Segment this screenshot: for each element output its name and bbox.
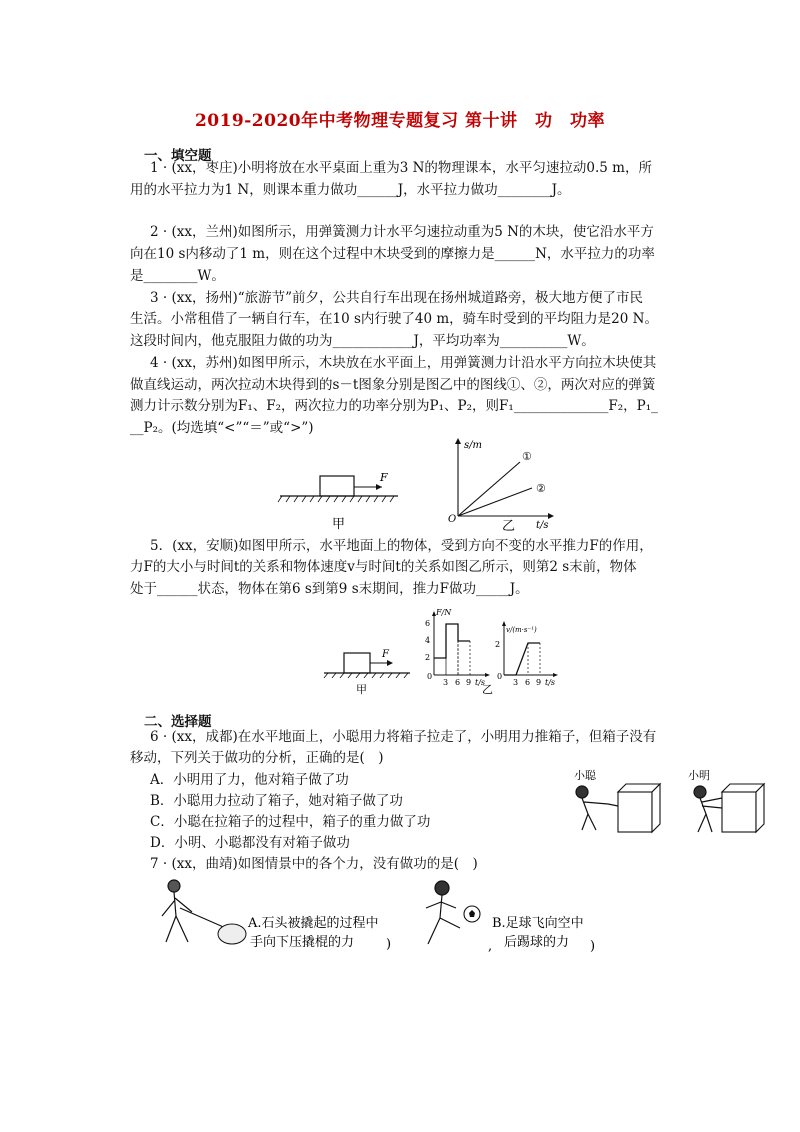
ground-hatching <box>324 673 408 678</box>
girl-pulling-figure <box>576 786 618 830</box>
f-axis-label: F/N <box>436 608 452 617</box>
q6-line-2: 移动，下列关于做功的分析，正确的是( ) <box>130 750 384 766</box>
caption-jia: 甲 <box>356 683 367 696</box>
q6-option-c: C．小聪在拉箱子的过程中，箱子的重力做了功 <box>150 814 431 830</box>
label-xiaoming: 小明 <box>688 769 710 782</box>
v-axis-label: v/(m·s⁻¹) <box>506 626 537 634</box>
v-tick-2: 2 <box>495 640 501 649</box>
ft-t-tick-3: 3 <box>443 678 449 687</box>
label-xiaocong: 小聪 <box>574 769 596 782</box>
f-t-series-line <box>434 624 470 658</box>
option-a-paren: ) <box>386 937 392 952</box>
block <box>344 653 370 673</box>
v-t-series-line <box>504 643 540 675</box>
q6-line-1: 6 · (xx，成都)在水平地面上，小聪用力将箱子拉走了，小明用力推箱子，但箱子没有 <box>150 729 657 745</box>
origin-label: O <box>448 514 457 525</box>
q3-line-2: 生活。小常租借了一辆自行车，在10 s内行驶了40 m，骑车时受到的平均阻力是20 N。 <box>130 311 658 327</box>
vt-t-tick-6: 6 <box>525 678 531 687</box>
line-2 <box>458 488 532 516</box>
s-axis-arrow <box>455 438 461 444</box>
q2-line-2: 向在10 s内移动了1 m，则在这个过程中木块受到的摩擦力是______N，水平拉力的功率 <box>130 246 655 262</box>
caption-jia: 甲 <box>332 517 346 532</box>
q5-line-1: 5．(xx，安顺)如图甲所示，水平地面上的物体，受到方向不变的水平推力F的作用， <box>150 538 653 554</box>
ground-hatching <box>278 496 394 502</box>
q1-line-1: 1 · (xx，枣庄)小明将放在水平桌面上重为3 N的物理课本，水平匀速拉动0.5 m，所 <box>150 160 652 176</box>
page-title: 2019-2020年中考物理专题复习 第十讲 功 功率 <box>194 111 606 131</box>
soccer-ball-icon <box>464 906 480 922</box>
v-t-graph <box>482 621 558 696</box>
t-axis-label: t/s <box>536 520 549 531</box>
box-right <box>722 784 764 832</box>
q7-line-1: 7 · (xx，曲靖)如图情景中的各个力，没有做功的是( ) <box>150 856 478 872</box>
vt-t-axis-arrow <box>553 673 558 677</box>
option-b-line-2: 后踢球的力 <box>504 935 570 950</box>
q6-option-d: D．小明、小聪都没有对箱子做功 <box>150 835 350 851</box>
option-b-line-1: B.足球飞向空中 <box>492 916 584 931</box>
rock-icon <box>218 924 246 944</box>
f-t-guides <box>434 624 470 675</box>
t-axis-arrow <box>548 513 554 519</box>
q2-line-3: 是________W。 <box>130 268 225 284</box>
f-tick-4: 4 <box>425 636 431 645</box>
caption-yi: 乙 <box>502 519 516 534</box>
q2-line-1: 2 · (xx，兰州)如图所示，用弹簧测力计水平匀速拉动重为5 N的木块，使它沿水平方 <box>150 224 654 240</box>
q4-line-2: 做直线运动，两次拉动木块得到的s－t图象分别是图乙中的图线①、②，两次对应的弹簧 <box>130 377 656 393</box>
ft-t-tick-6: 6 <box>455 678 461 687</box>
force-label: F <box>380 471 388 484</box>
force-arrowhead <box>376 484 382 490</box>
section-heading-choice: 二、选择题 <box>144 714 212 730</box>
q7-figure <box>140 872 620 962</box>
q5-figure <box>320 605 560 697</box>
box-left <box>618 784 660 832</box>
q3-line-3: 这段时间内，他克服阻力做的功为____________J，平均功率为__________W。 <box>130 333 595 349</box>
q5-block-diagram <box>324 649 410 696</box>
vt-t-tick-3: 3 <box>513 678 519 687</box>
line-1 <box>458 462 520 516</box>
ft-t-axis-label: t/s <box>475 678 486 687</box>
boy-pushing-figure <box>694 786 722 832</box>
section-heading-fill-blank: 一、填空题 <box>144 148 212 164</box>
push-arrowhead <box>387 660 393 666</box>
f-tick-2: 2 <box>425 653 431 662</box>
q4-line-3: 测力计示数分别为F₁、F₂，两次拉力的功率分别为P₁、P₂，则F₁______________F₂，P₁_ <box>130 398 658 414</box>
f-t-graph <box>425 608 490 687</box>
q3-line-1: 3 · (xx，扬州)“旅游节”前夕，公共自行车出现在扬州城道路旁，极大地方便了市民 <box>150 290 644 306</box>
block <box>320 476 354 496</box>
q6-option-b: B．小聪用力拉动了箱子，她对箱子做了功 <box>150 793 403 809</box>
q4-line-1: 4 · (xx，苏州)如图甲所示，木块放在水平面上，用弹簧测力计沿水平方向拉木块使其 <box>150 355 657 371</box>
push-force-label: F <box>382 649 389 660</box>
boy-kicking-figure <box>426 881 460 944</box>
option-b-paren: ) <box>590 939 596 954</box>
q4-st-graph <box>448 438 554 534</box>
q5-line-2: 力F的大小与时间t的关系和物体速度v与时间t的关系如图乙所示，则第2 s末前，物体 <box>130 559 637 575</box>
q1-line-2: 用的水平拉力为1 N，则课本重力做功______J，水平拉力做功________J。 <box>130 182 571 198</box>
vt-t-tick-9: 9 <box>536 678 542 687</box>
q4-block-diagram <box>278 471 398 532</box>
q4-line-4: __P₂。(均选填“<”“＝”或“>”) <box>130 420 314 436</box>
q5-line-3: 处于______状态，物体在第6 s到第9 s末期间，推力F做功_____J。 <box>130 581 529 597</box>
vt-origin: 0 <box>497 672 503 681</box>
option-b-comma: , <box>488 939 493 954</box>
v-t-guides <box>528 643 540 675</box>
q4-figure <box>270 436 570 536</box>
vt-t-axis-label: t/s <box>545 678 556 687</box>
s-axis-label: s/m <box>464 440 482 451</box>
option-a-line-2: 手向下压撬棍的力 <box>250 935 355 950</box>
ft-t-axis-arrow <box>485 673 490 677</box>
q6-option-a: A．小明用了力，他对箱子做了功 <box>150 772 349 788</box>
option-a-line-1: A.石头被撬起的过程中 <box>248 916 379 931</box>
line-2-label: ② <box>536 482 546 495</box>
line-1-label: ① <box>522 450 532 463</box>
ft-t-tick-9: 9 <box>466 678 472 687</box>
ft-origin: 0 <box>427 672 433 681</box>
caption-yi: 乙 <box>482 683 493 696</box>
f-tick-6: 6 <box>425 619 431 628</box>
q6-figure <box>560 768 790 838</box>
